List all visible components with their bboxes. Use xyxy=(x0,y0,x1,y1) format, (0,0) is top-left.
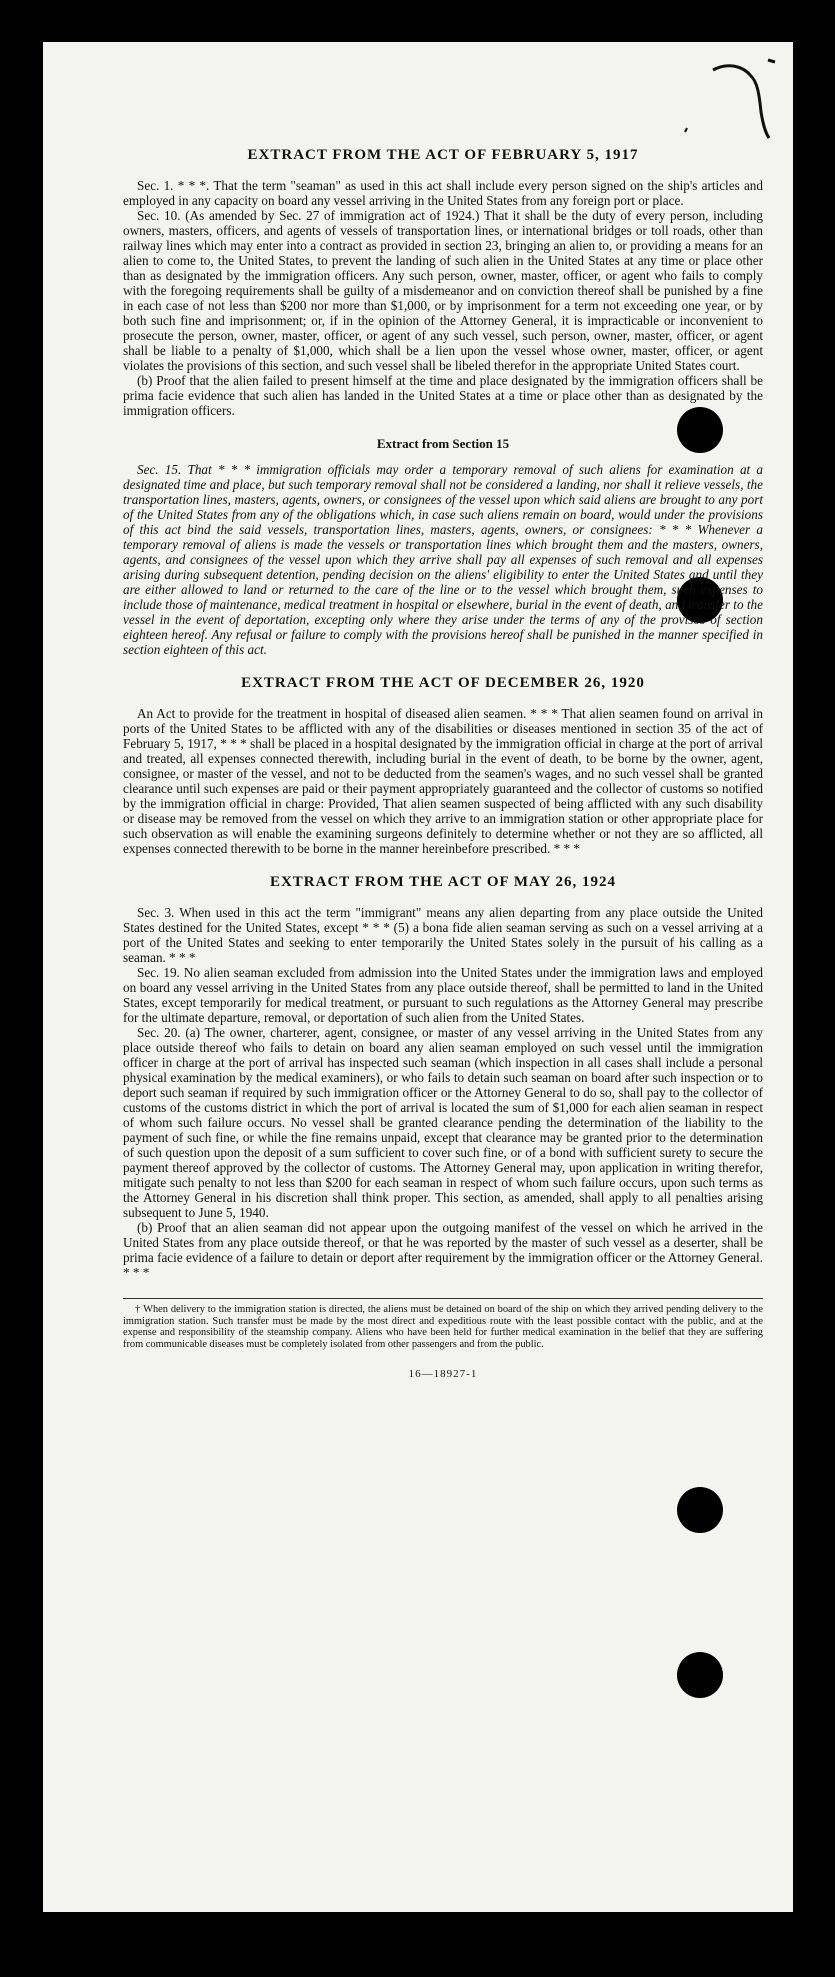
paragraph: Sec. 20. (a) The owner, charterer, agent, consignee, or master of any vessel arriving in the United States from any place outside thereof who fails to detain on board any alien seaman employed on such vessel until the immigration officer in charge at the port of arrival has inspected such seaman (which inspection in all cases shall include a personal physical examination by the medical examiners), or who fails to detain such seaman on board after such inspection or to deport such seaman if required by such immigration officer or the Attorney General to do so, shall pay to the collector of customs of the customs district in which the port of arrival is located the sum of $1,000 for each alien seaman in respect of whom such failure occurs. No vessel shall be granted clearance pending the determination of the liability to the payment of such fine, or while the fine remains unpaid, except that clearance may be granted prior to the determination of such question upon the deposit of a sum sufficient to cover such fine, or of a bond with sufficient surety to secure the payment thereof approved by the collector of customs. The Attorney General may, upon application in writing therefor, mitigate such penalty to not less than $200 for each seaman in respect of whom such failure occurs, upon such terms as the Attorney General in his discretion shall think proper. This section, as amended, shall apply to all penalties arising subsequent to June 5, 1940. xyxy=(123,1025,763,1220)
section-feb-1917 xyxy=(123,147,763,418)
section-dec-1920 xyxy=(123,675,763,856)
paragraph: (b) Proof that an alien seaman did not appear upon the outgoing manifest of the vessel on which he arrived in the United States from any place outside thereof, or that he was reported by the master of such vessel as a deserter, shall be prima facie evidence of a failure to detain or deport after requirement by the immigration officer or the Attorney General. * * * xyxy=(123,1220,763,1280)
document-page xyxy=(43,42,793,1912)
section-may-1924 xyxy=(123,874,763,1280)
document-body xyxy=(123,147,763,1380)
section-heading: EXTRACT FROM THE ACT OF DECEMBER 26, 1920 xyxy=(241,675,645,691)
paragraph: (b) Proof that the alien failed to present himself at the time and place designated by the immigration officers shall be prima facie evidence that such alien has landed in the United States at a time or place other than as designated by the immigration officers. xyxy=(123,373,763,418)
section-15 xyxy=(123,436,763,657)
section-heading: EXTRACT FROM THE ACT OF FEBRUARY 5, 1917 xyxy=(247,147,639,163)
paragraph: Sec. 10. (As amended by Sec. 27 of immigration act of 1924.) That it shall be the duty of every person, including owners, masters, officers, and agents of vessels of transportation lines, or international bridges or toll roads, other than railway lines which may enter into a contract as provided in section 23, bringing an alien to, or providing a means for an alien to come to, the United States, to prevent the landing of such alien in the United States at any time or place other than as designated by the immigration officers. Any such person, owner, master, officer, or agent who fails to comply with the foregoing requirements shall be guilty of a misdemeanor and on conviction thereof shall be punished by a fine in each case of not less than $200 nor more than $1,000, or by imprisonment for a term not exceeding one year, or by both such fine and imprisonment; or, if in the opinion of the Attorney General, it is impracticable or inconvenient to prosecute the person, owner, master, officer, or agent of any such vessel, such person, owner, master, officer, or agent shall be liable to a penalty of $1,000, which shall be a lien upon the vessel whose owner, master, officer, or agent violates the provisions of this section, and such vessel shall be libeled therefor in the appropriate United States court. xyxy=(123,208,763,373)
paragraph: Sec. 15. That * * * immigration officials may order a temporary removal of such aliens for examination at a designated time and place, but such temporary removal shall not be considered a landing, nor shall it relieve vessels, the transportation lines, masters, agents, owners, or consignees of the vessel upon which said aliens are brought to any port of the United States from any of the obligations which, in case such aliens remain on board, would under the provisions of this act bind the said vessels, transportation lines, masters, agents, owners, or consignees: * * * Whenever a temporary removal of aliens is made the vessels or transportation lines which brought them and the masters, owners, agents, and consignees of the vessel upon which they arrive shall pay all expenses of such removal and all expenses arising during subsequent detention, pending decision on the aliens' eligibility to enter the United States and until they are either allowed to land or returned to the care of the line or to the vessel which brought them, such expenses to include those of maintenance, medical treatment in hospital or elsewhere, burial in the event of death, and transfer to the vessel in the event of deportation, excepting only where they arise under the terms of any of the provisos of section eighteen hereof. Any refusal or failure to comply with the provisions hereof shall be punished in the manner specified in section eighteen of this act. xyxy=(123,462,763,657)
document-number: 16—18927-1 xyxy=(408,1368,478,1380)
paragraph: Sec. 19. No alien seaman excluded from admission into the United States under the immigration laws and employed on board any vessel arriving in the United States from any place outside thereof, shall be permitted to land in the United States, except temporarily for medical treatment, or pursuant to such regulations as the Attorney General may prescribe for the ultimate departure, removal, or deportation of such alien from the United States. xyxy=(123,965,763,1025)
section-heading: EXTRACT FROM THE ACT OF MAY 26, 1924 xyxy=(269,874,617,890)
section-heading: Extract from Section 15 xyxy=(376,436,510,451)
pen-mark xyxy=(673,52,783,152)
paragraph: An Act to provide for the treatment in hospital of diseased alien seamen. * * * That alien seamen found on arrival in ports of the United States to be afflicted with any of the disabilities or diseases mentioned in section 35 of the act of February 5, 1917, * * * shall be placed in a hospital designated by the immigration official in charge at the port of arrival and treated, all expenses connected therewith, including burial in the event of death, to be borne by the owner, agent, consignee, or master of the vessel, and not to be deducted from the seamen's wages, and no such vessel shall be granted clearance until such expenses are paid or their payment appropriately guaranteed and the collector of customs so notified by the immigration official in charge: Provided, That alien seamen suspected of being afflicted with any such disability or disease may be removed from the vessel on which they arrive to an immigration station or other appropriate place for such observation as will enable the examining surgeons definitely to determine whether or not they are so afflicted, all expenses connected therewith to be borne in the manner hereinbefore prescribed. * * * xyxy=(123,706,763,856)
paragraph: Sec. 1. * * *. That the term "seaman" as used in this act shall include every person signed on the ship's articles and employed in any capacity on board any vessel arriving in the United States from any foreign port or place. xyxy=(123,178,763,208)
punch-hole xyxy=(677,1487,723,1533)
footnote: † When delivery to the immigration station is directed, the aliens must be detained on board of the ship on which they arrived pending delivery to the immigration station. Such transfer must be made by the most direct and expeditious route with the least possible contact with the public, and at the expense and responsibility of the steamship company. Aliens who have been held for further medical examination in the belief that they are suffering from communicable diseases must be completely isolated from other passengers and from the public. xyxy=(123,1298,763,1350)
paragraph: Sec. 3. When used in this act the term "immigrant" means any alien departing from any place outside the United States destined for the United States, except * * * (5) a bona fide alien seaman serving as such on a vessel arriving at a port of the United States and seeking to enter temporarily the United States solely in the pursuit of his calling as a seaman. * * * xyxy=(123,905,763,965)
punch-hole xyxy=(677,1652,723,1698)
